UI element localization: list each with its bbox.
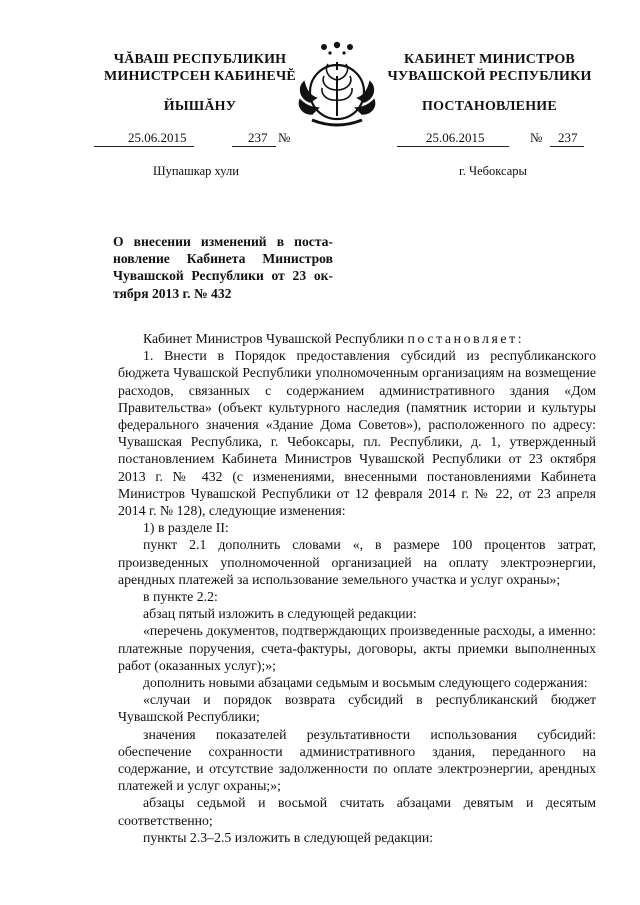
left-number-sign: № <box>278 130 291 145</box>
right-date: 25.06.2015 <box>426 130 485 145</box>
right-number-underline <box>550 146 584 147</box>
right-number-sign: № <box>530 130 543 145</box>
body-paragraph: пункты 2.3–2.5 изложить в следующей редакции: <box>143 829 434 845</box>
preamble-text: Кабинет Министров Чувашской Республики <box>143 331 405 346</box>
body-paragraph: значения показателей результативности использования субсидий: обеспечение сохранности административного здания, переданного на содержание, и отсутствие задолженности по оплате электроэнергии, арендных платежей и услуг охраны;»; <box>118 726 596 794</box>
right-doc-type: ПОСТАНОВЛЕНИЕ <box>422 99 557 114</box>
right-title-line1: КАБИНЕТ МИНИСТРОВ <box>404 52 575 67</box>
right-header-title <box>382 51 597 85</box>
right-date-underline <box>397 146 509 147</box>
chuvash-coat-of-arms-icon <box>290 40 384 130</box>
body-paragraph: в пункте 2.2: <box>143 589 218 605</box>
document-body <box>118 330 596 846</box>
body-paragraph: «случаи и порядок возврата субсидий в республиканский бюджет Чувашской Республики; <box>118 692 596 725</box>
document-title <box>113 233 333 302</box>
body-paragraph-preamble <box>118 330 596 347</box>
title-line3: Чувашской Республики от 23 ок- <box>113 268 333 284</box>
left-city: Шупашкар хули <box>153 164 239 178</box>
left-title-line2: МИНИСТРСЕН КАБИНЕЧĔ <box>104 69 296 84</box>
left-date-underline <box>94 146 194 147</box>
left-number: 237 <box>248 130 268 145</box>
right-number: 237 <box>558 130 578 145</box>
title-line4: тября 2013 г. № 432 <box>113 285 232 301</box>
body-paragraph: абзац пятый изложить в следующей редакции: <box>143 606 417 622</box>
left-doc-type: ЙЫШĂНУ <box>163 99 237 114</box>
left-header-title <box>95 51 305 85</box>
title-line2: новление Кабинета Министров <box>113 251 333 267</box>
body-paragraph: пункт 2.1 дополнить словами «, в размере 100 процентов затрат, произведенных уполномоченной организацией на оплату электроэнергии, арендных платежей за использование земельного участка и услуг охраны»; <box>118 537 596 587</box>
preamble-spaced-verb: постановляет: <box>407 331 525 346</box>
body-paragraph: дополнить новыми абзацами седьмым и восьмым следующего содержания: <box>143 675 588 691</box>
right-city: г. Чебоксары <box>459 164 527 178</box>
body-paragraph: «перечень документов, подтверждающих произведенные расходы, а именно: платежные поручения, счета-фактуры, договоры, акты приемки выполненных работ (оказанных услуг);»; <box>118 623 596 673</box>
left-title-line1: ЧĂВАШ РЕСПУБЛИКИН <box>113 52 287 67</box>
title-line1: О внесении изменений в поста- <box>113 234 333 249</box>
left-date: 25.06.2015 <box>128 130 187 145</box>
left-number-underline <box>232 146 276 147</box>
body-paragraph: 1) в разделе II: <box>143 520 229 536</box>
body-paragraph: абзацы седьмой и восьмой считать абзацами девятым и десятым соответственно; <box>118 795 596 828</box>
right-title-line2: ЧУВАШСКОЙ РЕСПУБЛИКИ <box>387 69 592 84</box>
body-paragraph: 1. Внести в Порядок предоставления субсидий из республиканского бюджета Чувашской Республики уполномоченным организациям на возмещение расходов, связанных с содержанием административного здания «Дом Правительства» (объект культурного наследия (памятник истории и культуры федерального значения «Здание Дома Советов»), расположенного по адресу: Чувашская Республика, г. Чебоксары, пл. Республики, д. 1, утвержденный постановлением Кабинета Министров Чувашской Республики от 23 октября 2013 г. № 432 (с изменениями, внесенными постановлениями Кабинета Министров Чувашской Республики от 12 февраля 2014 г. № 22, от 23 апреля 2014 г. № 128), следующие изменения: <box>118 348 596 519</box>
